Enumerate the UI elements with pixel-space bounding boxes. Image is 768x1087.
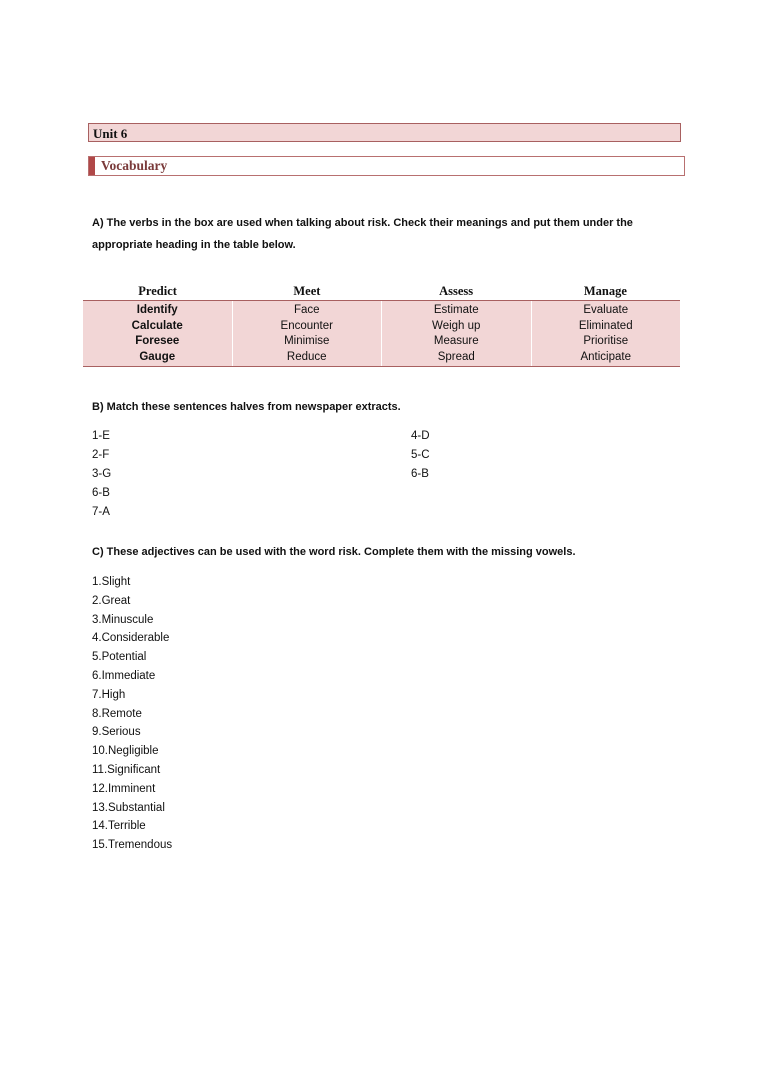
table-cell: Anticipate [580, 350, 631, 363]
table-column [232, 301, 382, 366]
unit-title: Unit 6 [93, 126, 128, 141]
section-b-instruction [92, 396, 672, 418]
instruction-line: appropriate heading in the table below. [92, 239, 296, 251]
adjectives-list [92, 573, 172, 855]
section-heading [88, 156, 685, 176]
table-cell: Eliminated [578, 319, 633, 332]
list-item: 13.Substantial [92, 801, 165, 814]
answers-left-column [92, 427, 111, 522]
table-header-cell: Assess [439, 284, 474, 298]
table-header-cell: Predict [138, 284, 177, 298]
table-cell: Reduce [286, 350, 327, 363]
table-body [83, 301, 680, 367]
heading-accent-bar [89, 157, 95, 175]
table-cell: Gauge [139, 350, 176, 363]
list-item: 6.Immediate [92, 669, 156, 682]
list-item: 15.Tremendous [92, 839, 173, 852]
answer-item: 3-G [92, 468, 112, 480]
list-item: 8.Remote [92, 707, 142, 720]
list-item: 12.Imminent [92, 782, 156, 795]
table-cell: Foresee [135, 335, 180, 347]
list-item: 7.High [92, 688, 126, 701]
verbs-table [83, 282, 680, 367]
list-item: 5.Potential [92, 651, 147, 664]
table-cell: Identify [136, 304, 178, 316]
table-cell: Prioritise [583, 335, 629, 347]
list-item: 3.Minuscule [92, 613, 154, 626]
list-item: 14.Terrible [92, 820, 146, 833]
table-cell: Calculate [131, 319, 183, 332]
answers-right-column [411, 427, 430, 484]
instruction-line: A) The verbs in the box are used when talking about risk. Check their meanings and put them under the [92, 217, 633, 229]
table-column [531, 301, 681, 366]
table-column [83, 301, 232, 366]
section-title: Vocabulary [101, 158, 168, 173]
answer-item: 7-A [92, 506, 110, 518]
list-item: 11.Significant [92, 763, 161, 776]
list-item: 10.Negligible [92, 745, 159, 758]
list-item: 4.Considerable [92, 632, 170, 645]
instruction-line: C) These adjectives can be used with the word risk. Complete them with the missing vowels. [92, 546, 576, 558]
table-header-cell: Meet [293, 284, 321, 298]
answer-item: 6-B [92, 487, 110, 499]
answer-item: 5-C [411, 449, 430, 461]
section-c-instruction [92, 541, 672, 563]
answer-item: 4-D [411, 430, 430, 442]
list-item: 1.Slight [92, 576, 131, 588]
table-cell: Evaluate [583, 304, 629, 316]
unit-heading [88, 123, 681, 142]
table-cell: Spread [437, 350, 475, 363]
table-cell: Encounter [280, 319, 333, 332]
list-item: 2.Great [92, 594, 131, 607]
table-cell: Estimate [433, 304, 479, 316]
table-cell: Measure [433, 335, 479, 347]
instruction-line: B) Match these sentences halves from newspaper extracts. [92, 401, 401, 413]
table-header-row [83, 282, 680, 301]
answer-item: 2-F [92, 449, 110, 461]
table-cell: Minimise [284, 335, 330, 347]
table-cell: Face [293, 304, 320, 316]
table-column [381, 301, 531, 366]
table-cell: Weigh up [432, 319, 481, 332]
table-header-cell: Manage [583, 284, 627, 298]
answer-item: 6-B [411, 468, 429, 480]
answer-item: 1-E [92, 430, 110, 442]
section-a-instruction [92, 212, 672, 256]
list-item: 9.Serious [92, 726, 141, 739]
